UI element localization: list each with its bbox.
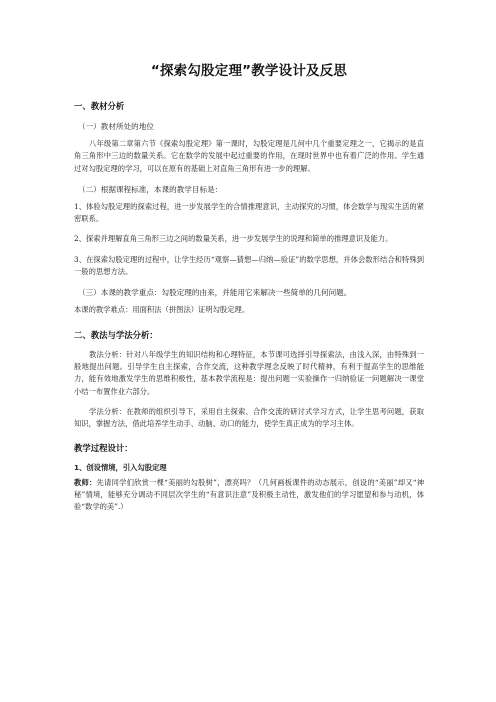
paragraph-teacher: [74, 477, 424, 514]
paragraph-difficulty: 本课的教学难点：用面积法（拼图法）证明勾股定理。: [74, 305, 250, 315]
subheading-goals: （二）根据课程标准，本课的教学目标是：: [78, 184, 223, 194]
section-heading-methods: 二、教法与学法分析：: [74, 329, 158, 340]
goal-item-3: 3、在探索勾股定理的过程中，让学生经历“观察—猜想—归纳—验证”的数学思想，并体会数形结合和特殊到一般的思想方法。: [74, 254, 424, 277]
paragraph-learning-method: 学法分析：在教师的组织引导下，采用自主探索、合作交流的研讨式学习方式，让学生思考问题，获取知识，掌握方法，借此培养学生动手、动脑、动口的能力，使学生真正成为的学习主体。: [74, 406, 424, 429]
subheading-position: （一）教材所处的地位: [78, 122, 154, 131]
teacher-label: 教师：: [74, 477, 97, 487]
paragraph-position: 八年级第二章第六节《探索勾股定理》第一课时，勾股定理是几何中几个重要定理之一，它揭示的是直角三角形中三边的数量关系。它在数学的发展中起过重要的作用，在现时世界中也有着广泛的作用。学生通过对勾股定理的学习，可以在原有的基础上对直角三角形有进一步的理解。: [74, 139, 424, 173]
section-heading-textbook-analysis: 一、教材分析: [74, 101, 125, 111]
document-title: “探索勾股定理”教学设计及反思: [150, 63, 348, 79]
subheading-key-points: （三）本课的教学重点：勾股定理的由来，并能用它来解决一些简单的几何问题。: [78, 288, 352, 298]
goal-item-2: 2、探索并理解直角三角形三边之间的数量关系，进一步发展学生的说理和简单的推理意识及能力。: [74, 234, 393, 244]
section-heading-process: 教学过程设计：: [74, 443, 133, 454]
paragraph-teaching-method: 教法分析：针对八年级学生的知识结构和心理特征，本节课可选择引导探索法，由浅入深，由特殊到一般地提出问题。引导学生自主探索，合作交流，这种教学理念反映了时代精神，有利于提高学生的思维能力，能有效地激发学生的思维积极性，基本教学流程是：提出问题一实验操作一归纳验证一问题解决一课堂小结一布置作业六部分。: [74, 349, 424, 396]
teacher-text: 先请同学们欣赏一棵“美丽的勾股树”，漂亮吗？（几何画板课件的动态展示，创设的“美丽”却又“神秘”情境，能够充分调动不同层次学生的“有意识注意”及积极主动性，激发他们的学习愿望和参与动机，体验“数学的美”.）: [74, 477, 425, 512]
goal-item-1: 1、体验勾股定理的探索过程，进一步发展学生的合情推理意识，主动探究的习惯，体会数学与现实生活的紧密联系。: [74, 201, 424, 224]
step-1-heading: 1、创设情境，引入勾股定理: [74, 463, 167, 473]
